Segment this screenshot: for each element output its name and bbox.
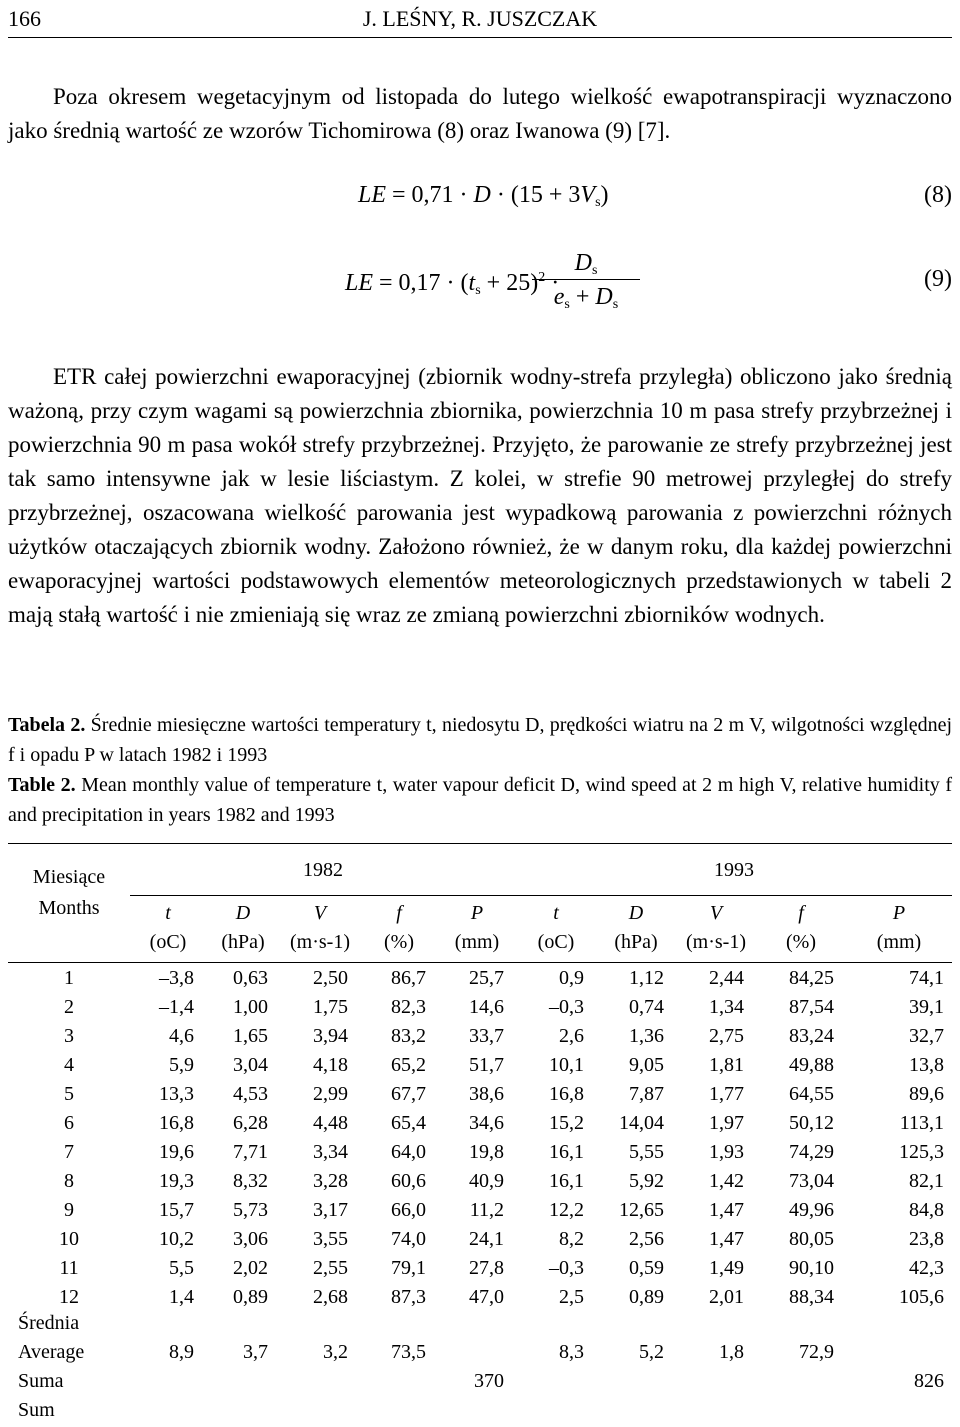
value-cell: 90,10 [789,1257,834,1279]
value-cell: 25,7 [469,967,504,989]
value-cell: 49,96 [789,1199,834,1221]
value-cell: 66,0 [391,1199,426,1221]
month-cell: 12 [59,1286,79,1308]
value-cell: 39,1 [909,996,944,1018]
running-title: J. LEŚNY, R. JUSZCZAK [362,6,598,31]
average-cell: 3,2 [323,1341,348,1363]
average-cell: 1,8 [719,1341,744,1363]
value-cell: 87,54 [789,996,834,1018]
empty-cell [280,1396,360,1425]
unit-header: (%) [786,931,816,953]
value-cell: 16,1 [549,1170,584,1192]
value-cell: 125,3 [899,1141,944,1163]
value-cell: 0,59 [629,1257,664,1279]
empty-cell [280,1309,360,1338]
table-top-rule [8,843,952,844]
value-cell: 3,34 [313,1141,348,1163]
empty-cell [438,1396,516,1425]
sum-label-row [8,1396,952,1425]
average-cell: 73,5 [391,1341,426,1363]
value-cell: 12,2 [549,1199,584,1221]
empty-cell [360,1396,438,1425]
value-cell: 3,94 [313,1025,348,1047]
year-1982: 1982 [303,859,343,881]
value-cell: 64,55 [789,1083,834,1105]
value-cell: 19,3 [159,1170,194,1192]
value-cell: 1,97 [709,1112,744,1134]
value-cell: 89,6 [909,1083,944,1105]
value-cell: 2,44 [709,967,744,989]
average-cell: 8,3 [559,1341,584,1363]
value-cell: 5,5 [169,1257,194,1279]
value-cell: 6,28 [233,1112,268,1134]
unit-header: (%) [384,931,414,953]
value-cell: 13,8 [909,1054,944,1076]
table-row [8,1106,952,1135]
table-row [8,1019,952,1048]
variable-header: t [165,902,171,924]
value-cell: 23,8 [909,1228,944,1250]
value-cell: 13,3 [159,1083,194,1105]
months-blank [8,928,130,957]
value-cell: –3,8 [159,967,194,989]
value-cell: 2,6 [559,1025,584,1047]
empty-cell [130,1309,206,1338]
variable-header: f [396,902,402,924]
value-cell: 42,3 [909,1257,944,1279]
variable-header: V [313,902,327,924]
variable-header: D [235,902,251,924]
sum-cell [756,1367,846,1396]
year-1993: 1993 [714,859,754,881]
value-cell: 5,55 [629,1141,664,1163]
value-cell: 50,12 [789,1112,834,1134]
variable-header: t [553,902,559,924]
value-cell: 3,04 [233,1054,268,1076]
value-cell: 74,1 [909,967,944,989]
sum-cell [516,1367,596,1396]
value-cell: 73,04 [789,1170,834,1192]
sum-row [8,1367,952,1396]
month-cell: 9 [64,1199,74,1221]
value-cell: 82,1 [909,1170,944,1192]
value-cell: 19,6 [159,1141,194,1163]
sum-cell [596,1367,676,1396]
value-cell: 5,73 [233,1199,268,1221]
month-cell: 3 [64,1025,74,1047]
value-cell: 65,2 [391,1054,426,1076]
unit-header: (hPa) [614,931,658,953]
unit-header: (m·s-1) [290,931,350,953]
sum-cell [676,1367,756,1396]
value-cell: 15,2 [549,1112,584,1134]
caption-en-label: Table 2. [8,774,76,796]
value-cell: 32,7 [909,1025,944,1047]
caption-pl-label: Tabela 2. [8,714,86,736]
table-row [8,957,952,990]
value-cell: 3,06 [233,1228,268,1250]
header-rule [8,37,952,38]
value-cell: 74,29 [789,1141,834,1163]
value-cell: 4,18 [313,1054,348,1076]
value-cell: –1,4 [159,996,194,1018]
value-cell: 38,6 [469,1083,504,1105]
average-cell: 3,7 [243,1341,268,1363]
value-cell: 33,7 [469,1025,504,1047]
empty-cell [846,1309,952,1338]
table-row [8,1077,952,1106]
value-cell: 64,0 [391,1141,426,1163]
sum-cell: 370 [474,1370,504,1392]
value-cell: 60,6 [391,1170,426,1192]
average-cell: 5,2 [639,1341,664,1363]
caption-en-text: Mean monthly value of temperature t, water vapour deficit D, wind speed at 2 m high V, relative humidity f and precipitation in years 1982 and 1993 [8,774,952,826]
value-cell: 3,55 [313,1228,348,1250]
value-cell: 2,99 [313,1083,348,1105]
variable-header: V [709,902,723,924]
value-cell: 2,75 [709,1025,744,1047]
month-cell: 10 [59,1228,79,1250]
value-cell: 2,55 [313,1257,348,1279]
value-cell: 1,47 [709,1199,744,1221]
value-cell: 2,56 [629,1228,664,1250]
empty-cell [846,1396,952,1425]
sum-cell [360,1367,438,1396]
average-label-en: Average [18,1341,85,1363]
value-cell: 1,4 [169,1286,194,1308]
value-cell: 1,34 [709,996,744,1018]
months-label-pl: Miesiące [32,866,106,888]
value-cell: 51,7 [469,1054,504,1076]
table-row [8,1048,952,1077]
value-cell: 87,3 [391,1286,426,1308]
value-cell: 7,71 [233,1141,268,1163]
sum-cell [206,1367,280,1396]
value-cell: 7,87 [629,1083,664,1105]
value-cell: 10,1 [549,1054,584,1076]
data-table [8,845,952,1425]
value-cell: 16,1 [549,1141,584,1163]
value-cell: 2,50 [313,967,348,989]
value-cell: 16,8 [549,1083,584,1105]
value-cell: 24,1 [469,1228,504,1250]
value-cell: 2,5 [559,1286,584,1308]
value-cell: –0,3 [549,1257,584,1279]
running-header [8,6,952,34]
average-cell [846,1338,952,1367]
value-cell: 14,6 [469,996,504,1018]
value-cell: 4,6 [169,1025,194,1047]
table-row [8,1222,952,1251]
month-cell: 11 [59,1257,79,1279]
value-cell: 1,00 [233,996,268,1018]
sum-cell [280,1367,360,1396]
table-row [8,1164,952,1193]
empty-cell [756,1309,846,1338]
value-cell: 1,36 [629,1025,664,1047]
equation-9-number: (9) [924,266,952,292]
unit-header: (mm) [454,931,500,953]
value-cell: 1,77 [709,1083,744,1105]
value-cell: 1,75 [313,996,348,1018]
value-cell: 27,8 [469,1257,504,1279]
empty-cell [676,1396,756,1425]
value-cell: 3,17 [313,1199,348,1221]
intro-paragraph: Poza okresem wegetacyjnym od listopada do lutego wielkość ewapotranspiracji wyznaczono jako średnią wartość ze wzorów Tichomirowa (8) oraz Iwanowa (9) [7]. [8,84,952,143]
average-label-row [8,1309,952,1338]
value-cell: 84,8 [909,1199,944,1221]
average-label-pl: Średnia [18,1312,80,1334]
value-cell: 1,49 [709,1257,744,1279]
empty-cell [438,1309,516,1338]
table-row [8,990,952,1019]
value-cell: 14,04 [619,1112,664,1134]
table-caption-pl [8,710,952,770]
average-cell: 72,9 [799,1341,834,1363]
sum-cell: 826 [914,1370,944,1392]
months-label-en: Months [38,897,100,919]
value-cell: 1,42 [709,1170,744,1192]
table-row [8,1251,952,1280]
month-cell: 2 [64,996,74,1018]
month-cell: 7 [64,1141,74,1163]
value-cell: 47,0 [469,1286,504,1308]
value-cell: 0,89 [629,1286,664,1308]
table-row [8,1280,952,1309]
unit-header: (hPa) [221,931,265,953]
value-cell: 15,7 [159,1199,194,1221]
variable-header: f [798,902,804,924]
value-cell: 1,47 [709,1228,744,1250]
unit-header: (mm) [876,931,922,953]
value-cell: 2,01 [709,1286,744,1308]
value-cell: 0,63 [233,967,268,989]
value-cell: 83,24 [789,1025,834,1047]
unit-header: (oC) [537,931,575,953]
sum-label-en: Sum [18,1399,55,1421]
average-cell: 8,9 [169,1341,194,1363]
month-cell: 1 [64,967,74,989]
month-cell: 5 [64,1083,74,1105]
value-cell: 74,0 [391,1228,426,1250]
value-cell: 3,28 [313,1170,348,1192]
value-cell: 11,2 [469,1199,504,1221]
empty-cell [596,1309,676,1338]
value-cell: 16,8 [159,1112,194,1134]
value-cell: 8,2 [559,1228,584,1250]
value-cell: 80,05 [789,1228,834,1250]
value-cell: –0,3 [549,996,584,1018]
variable-header: D [628,902,644,924]
value-cell: 8,32 [233,1170,268,1192]
month-cell: 4 [64,1054,74,1076]
table-caption-en [8,770,952,830]
value-cell: 1,93 [709,1141,744,1163]
value-cell: 1,65 [233,1025,268,1047]
value-cell: 4,48 [313,1112,348,1134]
value-cell: 84,25 [789,967,834,989]
value-cell: 0,9 [559,967,584,989]
empty-cell [756,1396,846,1425]
average-cell [438,1338,516,1367]
body-paragraph: ETR całej powierzchni ewaporacyjnej (zbiornik wodny-strefa przyległa) obliczono jako średnią ważoną, przy czym wagami są powierzchnia zbiornika, powierzchnia 10 m pasa strefy przybrzeżnej i powierzchnia 90 m pasa wokół strefy przybrzeżnej. Przyjęto, że parowanie ze strefy przybrzeżnej jest tak samo intensywne jak w lesie liściastym. Z kolei, w strefie 90 metrowej przyległej do strefy przybrzeżnej, oszacowana wielkość parowania jest wypadkową parowania z powierzchni różnych użytków otaczających zbiornik wodny. Założono również, że w danym roku, dla każdej powierzchni ewaporacyjnej wartości podstawowych elementów meteorologicznych przedstawionych w tabeli 2 mają stałą wartość i nie zmieniają się wraz ze zmianą powierzchni zbiorników wodnych. [8,364,952,627]
value-cell: 1,81 [709,1054,744,1076]
value-cell: 5,9 [169,1054,194,1076]
value-cell: 86,7 [391,967,426,989]
value-cell: 1,12 [629,967,664,989]
sum-label-pl: Suma [18,1370,64,1392]
caption-pl-text: Średnie miesięczne wartości temperatury t, niedosytu D, prędkości wiatru na 2 m V, wilgotności względnej f i opadu P w latach 1982 i 1993 [8,714,953,766]
value-cell: 88,34 [789,1286,834,1308]
sum-cell [130,1367,206,1396]
value-cell: 105,6 [899,1286,944,1308]
empty-cell [596,1396,676,1425]
value-cell: 2,02 [233,1257,268,1279]
average-row [8,1338,952,1367]
month-cell: 6 [64,1112,74,1134]
variable-header: P [470,902,484,924]
value-cell: 10,2 [159,1228,194,1250]
value-cell: 83,2 [391,1025,426,1047]
value-cell: 9,05 [629,1054,664,1076]
empty-cell [360,1309,438,1338]
value-cell: 82,3 [391,996,426,1018]
value-cell: 113,1 [899,1112,944,1134]
variable-header: P [892,902,906,924]
value-cell: 5,92 [629,1170,664,1192]
empty-cell [130,1396,206,1425]
table-row [8,1135,952,1164]
value-cell: 4,53 [233,1083,268,1105]
empty-cell [206,1309,280,1338]
value-cell: 0,74 [629,996,664,1018]
value-cell: 2,68 [313,1286,348,1308]
value-cell: 0,89 [233,1286,268,1308]
page-number: 166 [8,6,41,31]
empty-cell [676,1309,756,1338]
value-cell: 65,4 [391,1112,426,1134]
unit-header: (oC) [149,931,187,953]
value-cell: 40,9 [469,1170,504,1192]
unit-header: (m·s-1) [686,931,746,953]
month-cell: 8 [64,1170,74,1192]
value-cell: 67,7 [391,1083,426,1105]
value-cell: 79,1 [391,1257,426,1279]
value-cell: 12,65 [619,1199,664,1221]
value-cell: 49,88 [789,1054,834,1076]
value-cell: 34,6 [469,1112,504,1134]
empty-cell [516,1396,596,1425]
empty-cell [516,1309,596,1338]
table-row [8,1193,952,1222]
empty-cell [206,1396,280,1425]
value-cell: 19,8 [469,1141,504,1163]
equation-8-number: (8) [924,182,952,208]
